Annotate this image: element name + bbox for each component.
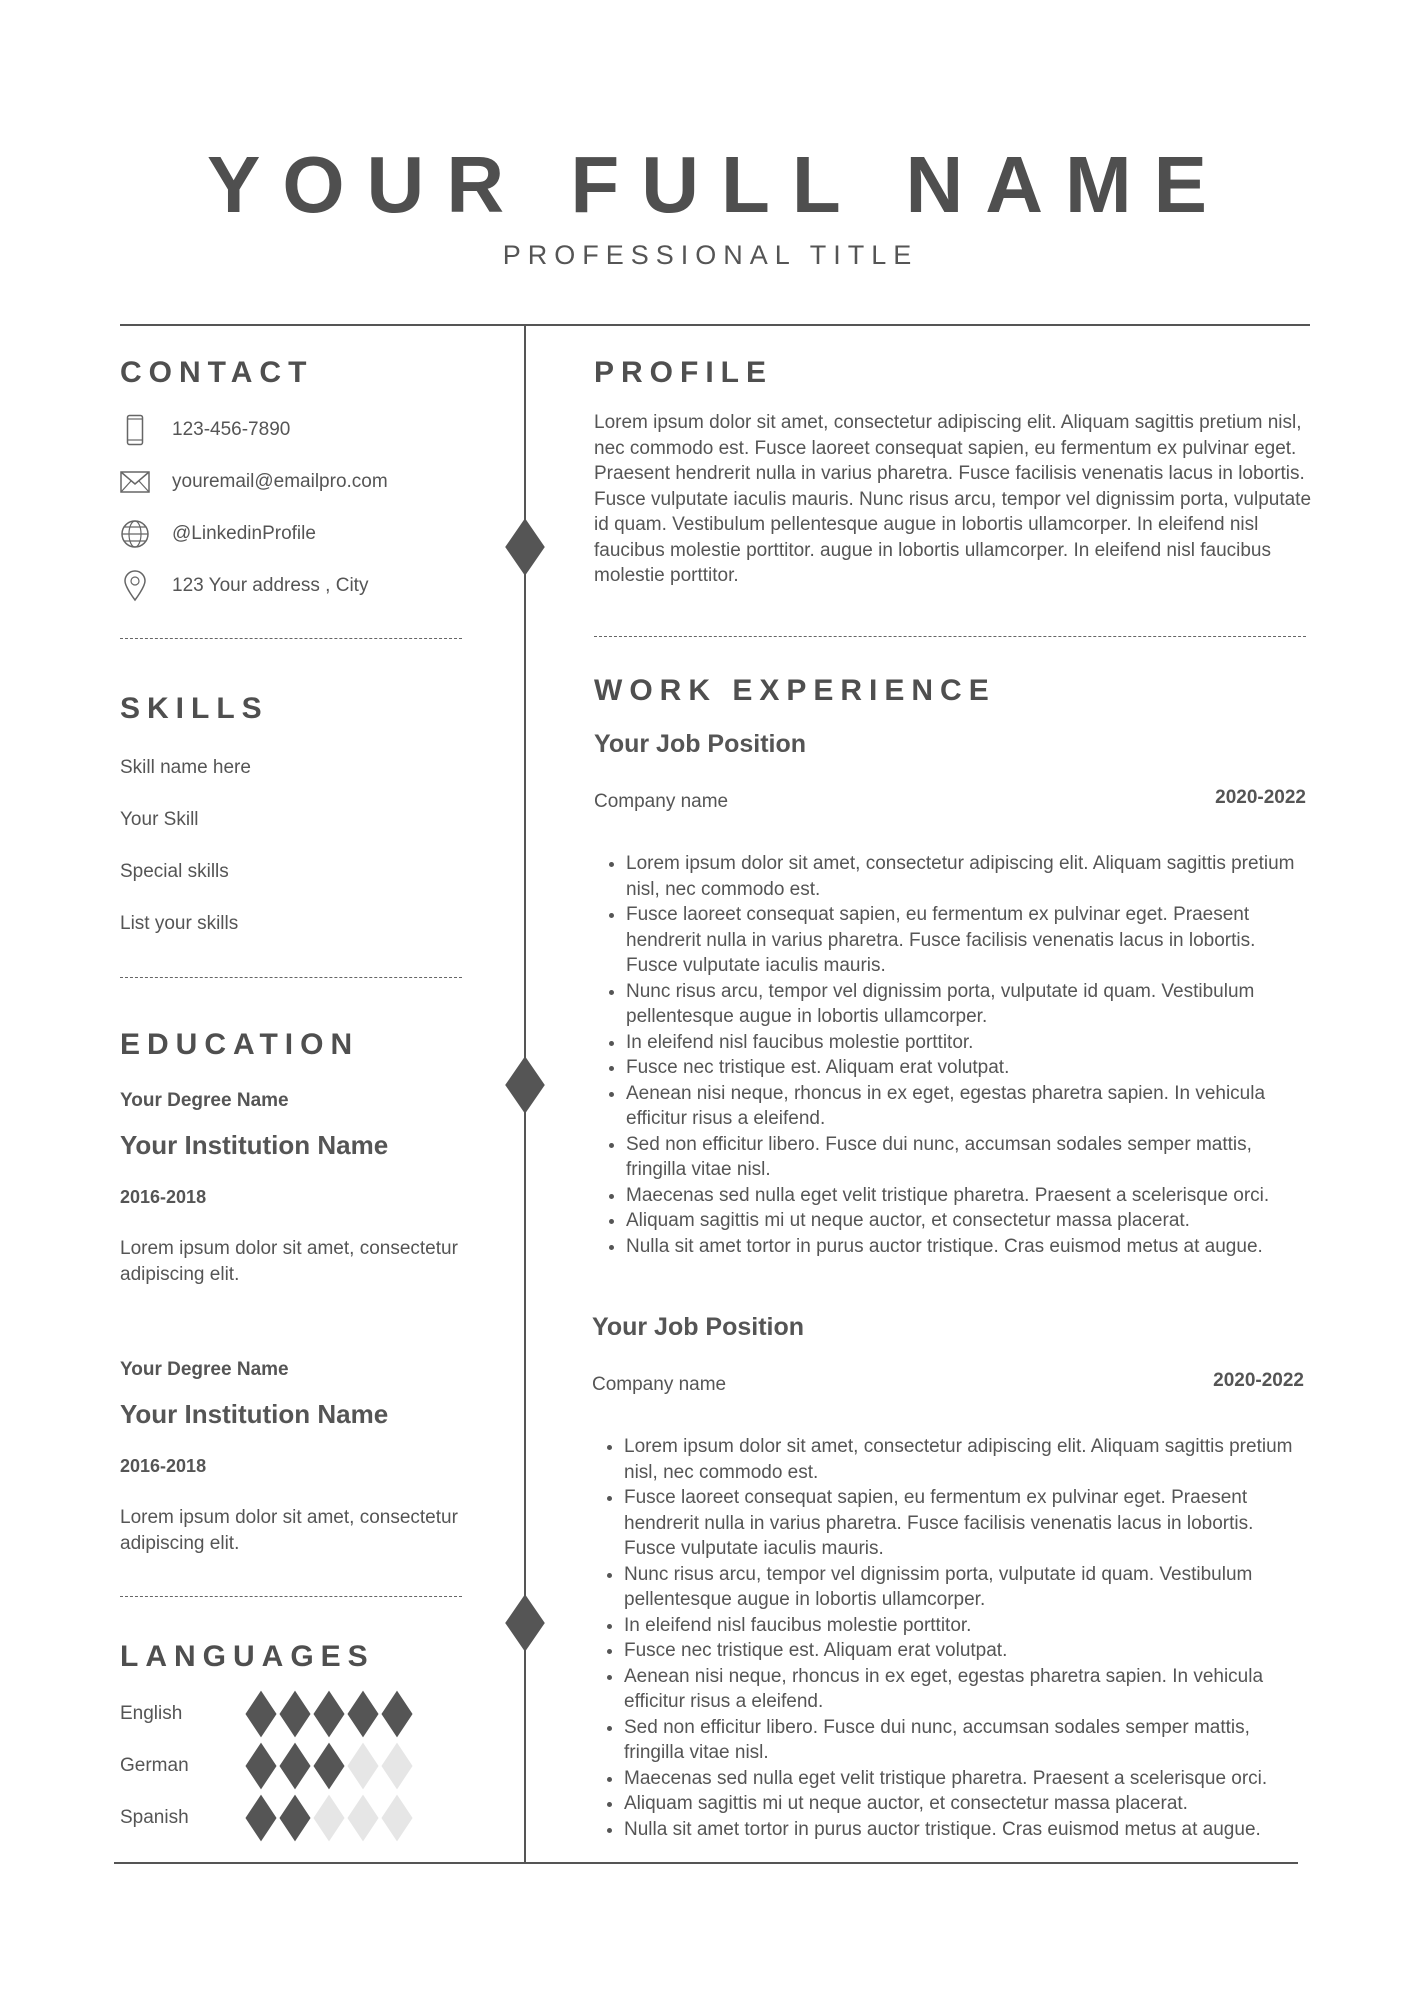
proficiency-diamond-filled <box>245 1743 276 1790</box>
job-entry <box>592 1313 1304 1842</box>
section-divider <box>120 1596 462 1597</box>
contact-heading: CONTACT <box>120 356 314 389</box>
skill-item: List your skills <box>120 913 239 934</box>
job-responsibilities <box>592 1434 1304 1842</box>
proficiency-diamond-filled <box>279 1743 310 1790</box>
bullet-item: • Nulla sit amet tortor in purus auctor tristique. Cras euismod metus at augue. <box>624 1817 1304 1843</box>
bullet-item: • Fusce laoreet consequat sapien, eu fermentum ex pulvinar eget. Praesent hendrerit nulla in varius pharetra. Fusce facilisis venenatis lacus in lobortis. Fusce vulputate iaculis mauris. <box>624 1485 1304 1562</box>
section-divider <box>120 977 462 978</box>
email-address[interactable]: youremail@emailpro.com <box>172 471 388 492</box>
proficiency-diamond-filled <box>245 1795 276 1842</box>
proficiency-diamond-filled <box>279 1795 310 1842</box>
proficiency-diamond-filled <box>381 1691 412 1738</box>
company-name: Company name <box>594 791 729 812</box>
section-divider <box>594 636 1306 637</box>
company-name: Company name <box>592 1374 727 1395</box>
bullet-item: • Lorem ipsum dolor sit amet, consectetur adipiscing elit. Aliquam sagittis pretium nisl, nec commodo est. <box>624 1434 1304 1485</box>
education-years: 2016-2018 <box>120 1187 207 1207</box>
proficiency-diamond-filled <box>313 1691 344 1738</box>
job-position: Your Job Position <box>592 1313 805 1341</box>
contact-address <box>120 570 480 602</box>
bullet-item: • Sed non efficitur libero. Fusce dui nunc, accumsan sodales semper mattis, fringilla vitae nisl. <box>626 1132 1306 1183</box>
language-row <box>120 1688 480 1740</box>
bullet-item: • Sed non efficitur libero. Fusce dui nunc, accumsan sodales semper mattis, fringilla vitae nisl. <box>624 1715 1304 1766</box>
languages-heading: LANGUAGES <box>120 1640 375 1673</box>
proficiency-diamond-empty <box>313 1795 344 1842</box>
contact-email <box>120 466 480 498</box>
skill-item: Your Skill <box>120 809 199 830</box>
education-entry <box>120 1359 480 1556</box>
address: 123 Your address , City <box>172 575 369 596</box>
full-name: YOUR FULL NAME <box>206 140 1230 229</box>
proficiency-diamond-empty <box>381 1743 412 1790</box>
education-years: 2016-2018 <box>120 1456 207 1476</box>
degree-name: Your Degree Name <box>120 1359 289 1380</box>
contact-list <box>120 414 480 602</box>
language-name: German <box>120 1755 189 1776</box>
language-row <box>120 1740 480 1792</box>
skill-item: Special skills <box>120 861 229 882</box>
top-divider <box>120 324 1310 326</box>
language-name: English <box>120 1703 183 1724</box>
education-heading: EDUCATION <box>120 1028 360 1061</box>
job-dates: 2020-2022 <box>1215 787 1306 808</box>
bullet-item: • In eleifend nisl faucibus molestie porttitor. <box>624 1613 1304 1639</box>
linkedin-profile[interactable]: @LinkedinProfile <box>172 523 316 544</box>
bullet-item: • Aliquam sagittis mi ut neque auctor, et consectetur massa placerat. <box>624 1791 1304 1817</box>
contact-phone <box>120 414 480 446</box>
phone-number[interactable]: 123-456-7890 <box>172 419 291 440</box>
professional-title: PROFESSIONAL TITLE <box>502 240 919 270</box>
job-dates: 2020-2022 <box>1213 1370 1304 1391</box>
profile-heading: PROFILE <box>594 356 774 389</box>
proficiency-diamond-empty <box>347 1743 378 1790</box>
education-description: Lorem ipsum dolor sit amet, consectetur adipiscing elit. <box>120 1238 458 1285</box>
bullet-item: • Fusce laoreet consequat sapien, eu fermentum ex pulvinar eget. Praesent hendrerit nulla in varius pharetra. Fusce facilisis venenatis lacus in lobortis. Fusce vulputate iaculis mauris. <box>626 902 1306 979</box>
phone-icon <box>120 415 150 445</box>
proficiency-diamond-filled <box>245 1691 276 1738</box>
degree-name: Your Degree Name <box>120 1090 289 1111</box>
divider-diamond-ornament <box>505 1594 545 1651</box>
bullet-item: • Nunc risus arcu, tempor vel dignissim porta, vulputate id quam. Vestibulum pellentesque augue in lobortis ullamcorper. <box>624 1562 1304 1613</box>
location-pin-icon <box>120 571 150 601</box>
divider-diamond-ornament <box>505 1056 545 1113</box>
language-row <box>120 1792 480 1844</box>
globe-icon <box>120 519 150 549</box>
languages-list <box>120 1688 480 1844</box>
bullet-item: • Fusce nec tristique est. Aliquam erat volutpat. <box>624 1638 1304 1664</box>
institution-name: Your Institution Name <box>120 1130 389 1160</box>
bullet-item: • Aliquam sagittis mi ut neque auctor, et consectetur massa placerat. <box>626 1208 1306 1234</box>
bullet-item: • In eleifend nisl faucibus molestie porttitor. <box>626 1030 1306 1056</box>
profile-text: Lorem ipsum dolor sit amet, consectetur adipiscing elit. Aliquam sagittis pretium nisl, nec commodo est. Fusce laoreet consequat sapien, eu fermentum ex pulvinar eget. Praesent hendrerit nulla in varius pharetra. Fusce facilisis venenatis lacus in lobortis. Fusce vulputate iaculis mauris. Nunc risus arcu, tempor vel dignissim porta, vulputate id quam. Vestibulum pellentesque augue in lobortis ullamcorper. In eleifend nisl faucibus molestie porttitor. augue in lobortis ullamcorper. In eleifend nisl faucibus molestie porttitor. <box>594 412 1312 586</box>
bullet-item: • Nunc risus arcu, tempor vel dignissim porta, vulputate id quam. Vestibulum pellentesque augue in lobortis ullamcorper. <box>626 979 1306 1030</box>
proficiency-diamond-filled <box>313 1743 344 1790</box>
proficiency-diamond-filled <box>279 1691 310 1738</box>
job-entry <box>594 730 1306 1259</box>
bottom-divider <box>114 1862 1298 1864</box>
section-divider <box>120 638 462 639</box>
bullet-item: • Nulla sit amet tortor in purus auctor tristique. Cras euismod metus at augue. <box>626 1234 1306 1260</box>
education-description: Lorem ipsum dolor sit amet, consectetur adipiscing elit. <box>120 1507 458 1554</box>
job-responsibilities <box>594 851 1306 1259</box>
skills-heading: SKILLS <box>120 692 269 725</box>
bullet-item: • Aenean nisi neque, rhoncus in ex eget, egestas pharetra sapien. In vehicula efficitur risus a eleifend. <box>624 1664 1304 1715</box>
bullet-item: • Maecenas sed nulla eget velit tristique pharetra. Praesent a scelerisque orci. <box>624 1766 1304 1792</box>
bullet-item: • Maecenas sed nulla eget velit tristique pharetra. Praesent a scelerisque orci. <box>626 1183 1306 1209</box>
proficiency-diamond-empty <box>381 1795 412 1842</box>
proficiency-diamond-empty <box>347 1795 378 1842</box>
institution-name: Your Institution Name <box>120 1399 389 1429</box>
email-icon <box>120 467 150 497</box>
bullet-item: • Fusce nec tristique est. Aliquam erat volutpat. <box>626 1055 1306 1081</box>
divider-diamond-ornament <box>505 518 545 575</box>
work-experience-heading: WORK EXPERIENCE <box>594 674 996 707</box>
language-name: Spanish <box>120 1807 189 1828</box>
bullet-item: • Lorem ipsum dolor sit amet, consectetur adipiscing elit. Aliquam sagittis pretium nisl, nec commodo est. <box>626 851 1306 902</box>
proficiency-diamond-filled <box>347 1691 378 1738</box>
skills-list <box>120 755 460 963</box>
contact-linkedin <box>120 518 480 550</box>
bullet-item: • Aenean nisi neque, rhoncus in ex eget, egestas pharetra sapien. In vehicula efficitur risus a eleifend. <box>626 1081 1306 1132</box>
education-entry <box>120 1090 480 1287</box>
job-position: Your Job Position <box>594 730 807 758</box>
skill-item: Skill name here <box>120 757 251 778</box>
